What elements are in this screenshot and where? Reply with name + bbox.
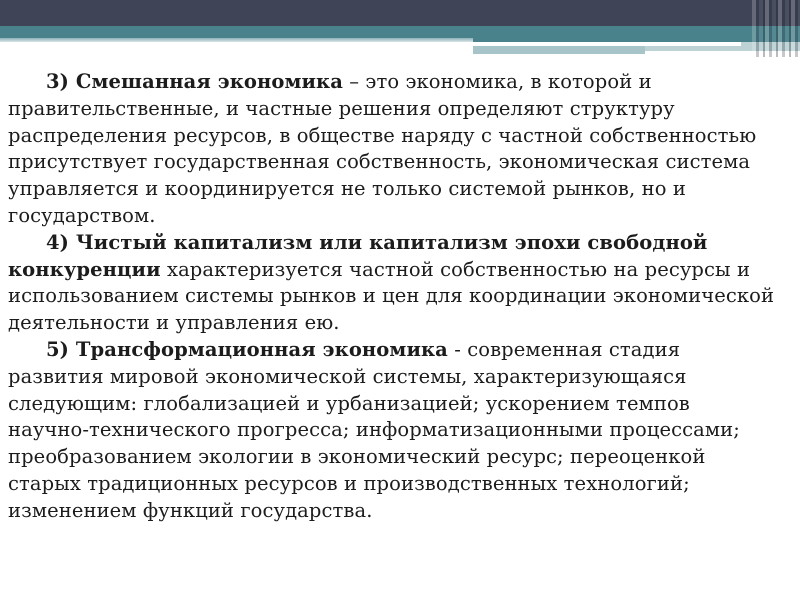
paragraph-lead: 5) Трансформационная экономика [46,337,448,361]
header-teal-step-right [473,26,800,42]
paragraph-body: характеризуется частной собственностью на ресурсы и использованием системы рынков и цен для координации экономической деятельности и управления ею. [8,257,775,335]
header-light-band [473,46,645,54]
header-dark-bar [0,0,800,26]
paragraph-lead: 3) Смешанная экономика [46,70,343,93]
paragraph-body: – это экономика, в которой и правительственные, и частные решения определяют структуру распределения ресурсов, в обществе наряду с частной собственностью присутствует государственная собственность, экономическая система управляется и координируется не только системой рынков, но и государством. [8,70,757,227]
paragraph-mixed-economy [8,69,776,230]
paragraph-body: - современная стадия развития мировой экономической системы, характеризующаяся следующим: глобализацией и урбанизацией; ускорением темпов научно-технического прогресса; информатизационными процессами; преобразованием экологии в экономический ресурс; переоценкой старых традиционных ресурсов и производственных технологий; изменением функций государства. [8,337,740,522]
slide-body-text [8,69,776,525]
paragraph-pure-capitalism [8,230,776,337]
paragraph-transformation-economy [8,337,776,525]
header-vertical-stripes [752,0,800,57]
paragraph-lead: 4) Чистый капитализм или капитализм эпохи свободной конкуренции [8,230,708,281]
